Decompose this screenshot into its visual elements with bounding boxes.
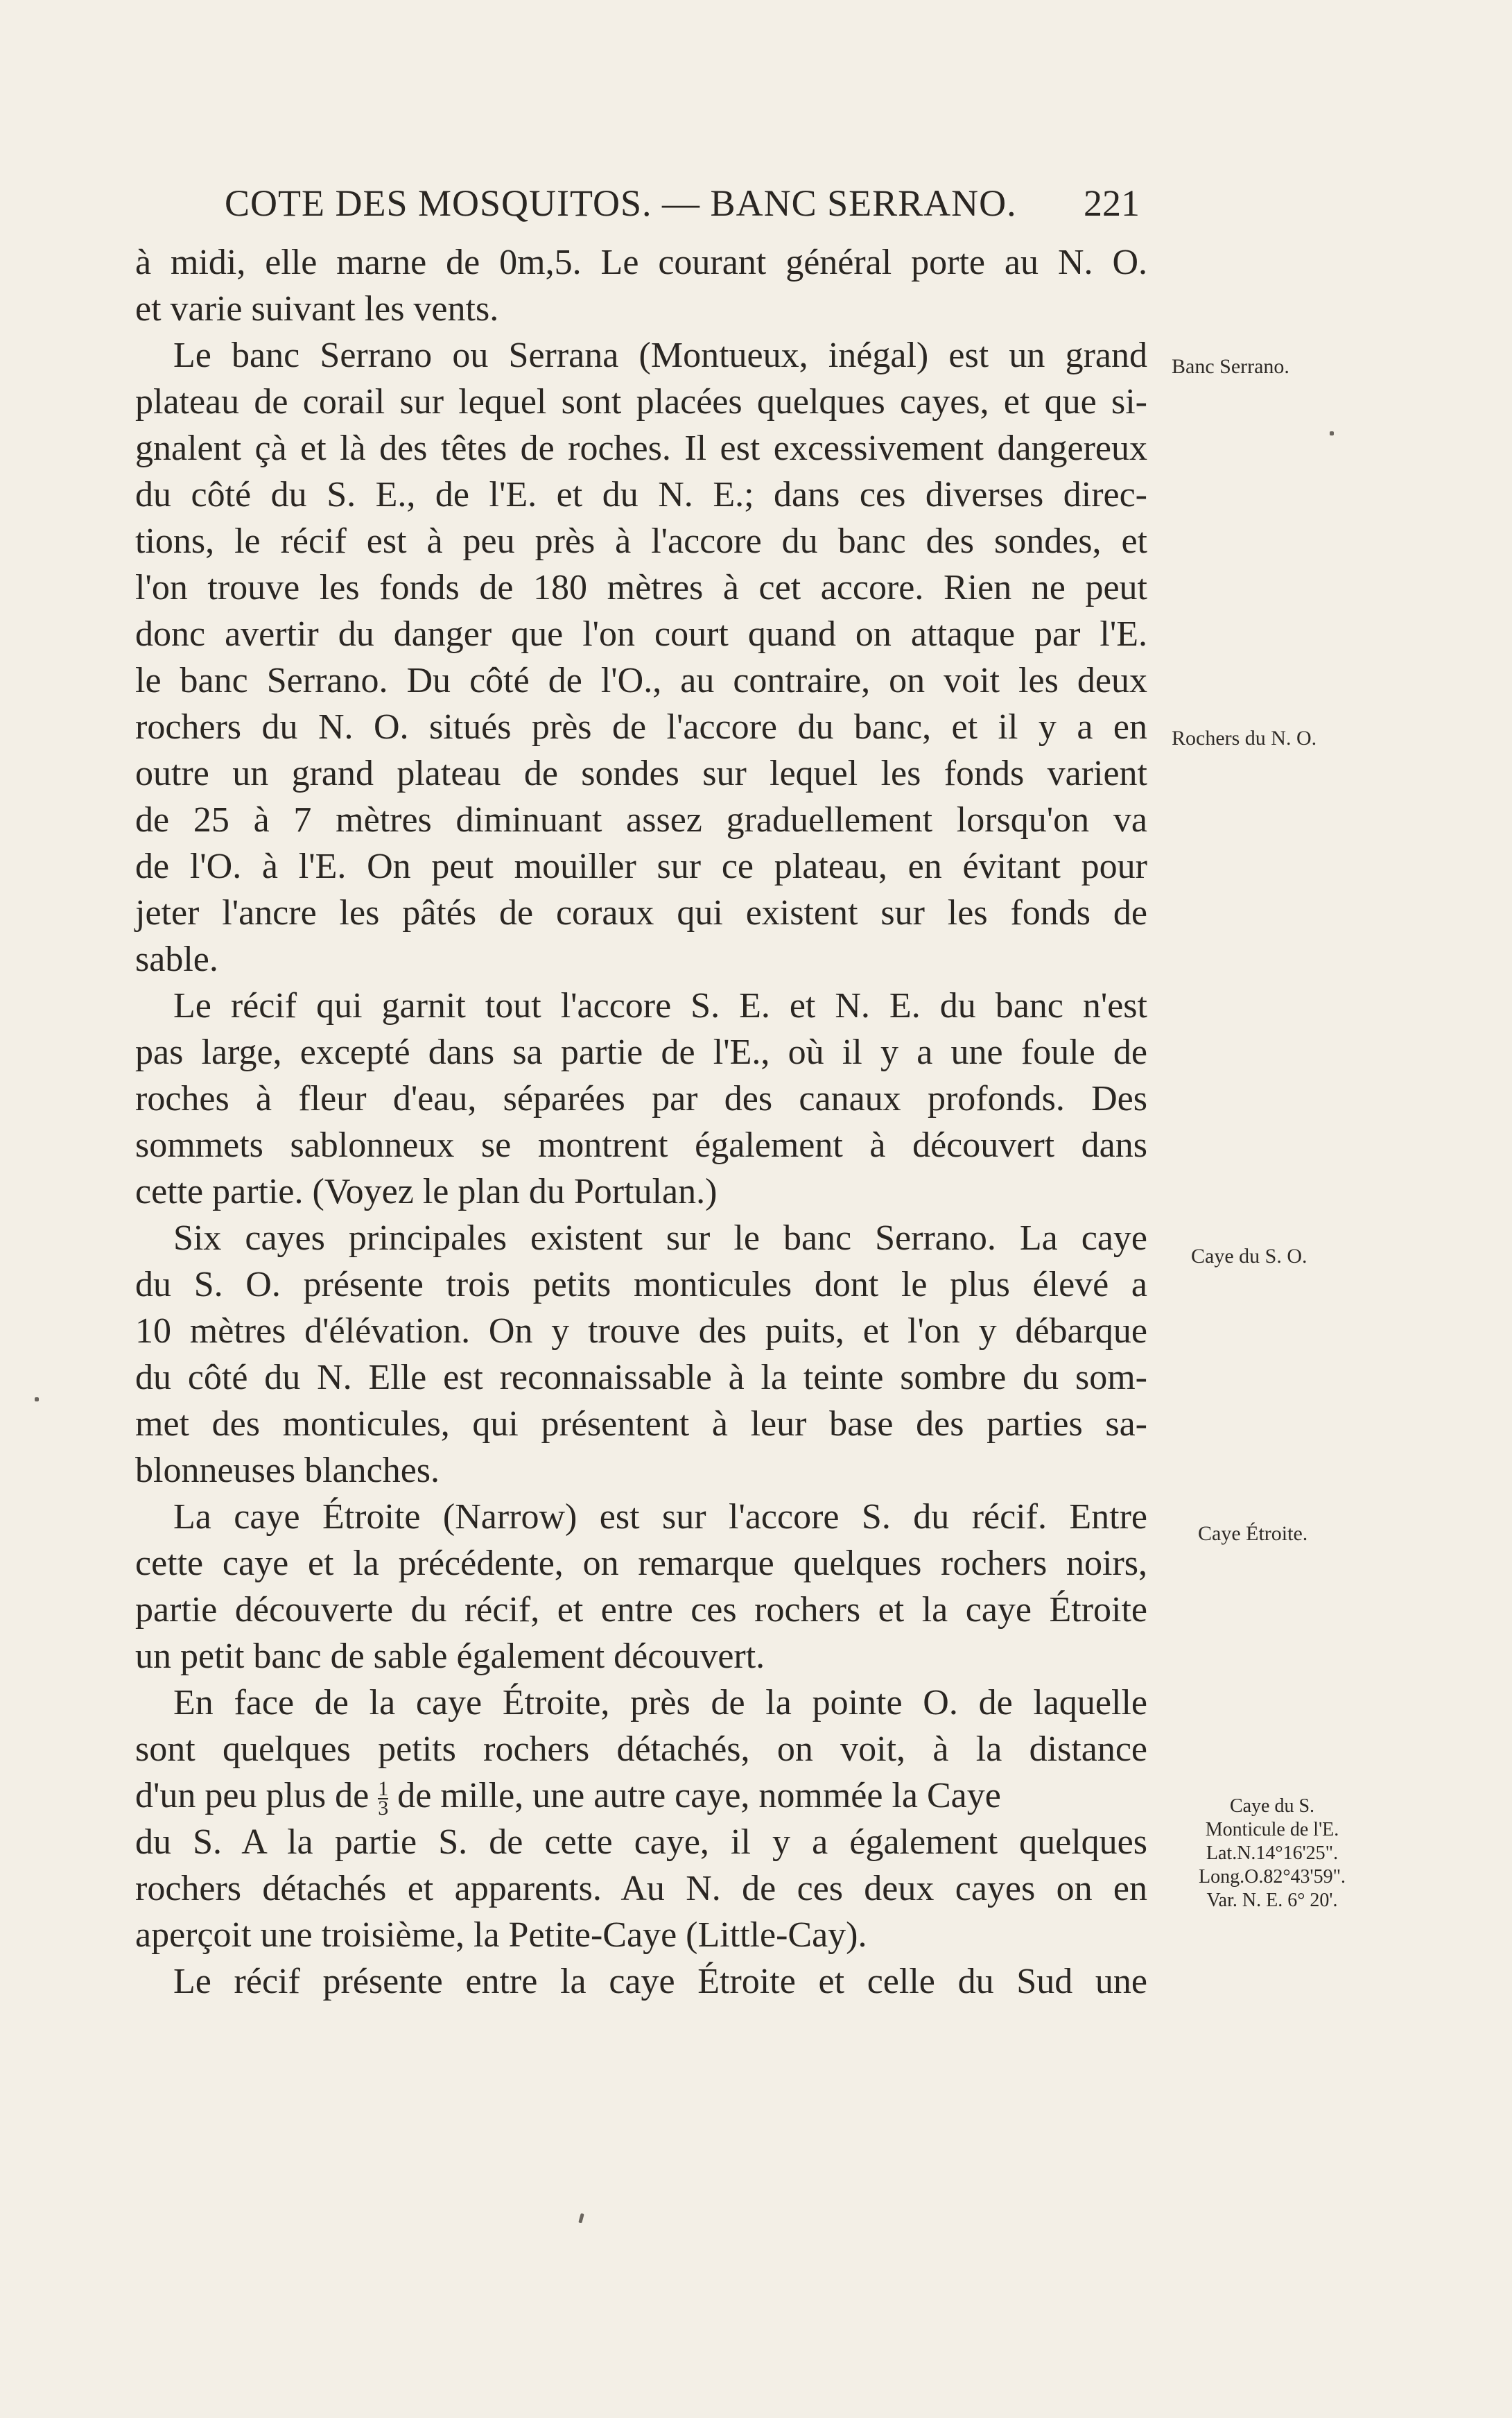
margin-note-rochers: Rochers du N. O. (1172, 727, 1317, 750)
text-line: et varie suivant les vents. (135, 289, 499, 329)
text-line: de l'O. à l'E. On peut mouiller sur ce plateau, en évitant pour (135, 847, 1147, 886)
header-title: COTE DES MOSQUITOS. — BANC SERRANO. (225, 182, 1017, 224)
paper-speck (578, 2213, 584, 2224)
text-line: En face de la caye Étroite, près de la pointe O. de laquelle (173, 1683, 1147, 1722)
text-line: rochers détachés et apparents. Au N. de ces deux cayes on en (135, 1869, 1147, 1908)
text-line: du S. O. présente trois petits monticules dont le plus élevé a (135, 1265, 1147, 1304)
margin-note-caye-so: Caye du S. O. (1191, 1245, 1307, 1268)
text-line: du S. A la partie S. de cette caye, il y a également quelques (135, 1822, 1147, 1862)
text-line: plateau de corail sur lequel sont placées quelques cayes, et que si- (135, 382, 1147, 422)
fraction-numerator: 1 (378, 1777, 389, 1801)
text-line: tions, le récif est à peu près à l'accore du banc des sondes, et (135, 521, 1147, 561)
paper-speck (1330, 431, 1334, 435)
text-line: partie découverte du récif, et entre ces rochers et la caye Étroite (135, 1590, 1147, 1630)
text-fragment: de mille, une autre caye, nommée la Caye (397, 1776, 1001, 1815)
text-fragment: d'un peu plus de (135, 1776, 370, 1815)
margin-line: Monticule de l'E. (1205, 1819, 1339, 1840)
text-line: La caye Étroite (Narrow) est sur l'accore S. du récif. Entre (173, 1497, 1147, 1537)
text-line: donc avertir du danger que l'on court quand on attaque par l'E. (135, 614, 1147, 654)
margin-line: Caye du S. (1229, 1795, 1315, 1817)
text-line: blonneuses blanches. (135, 1451, 440, 1490)
text-line: roches à fleur d'eau, séparées par des canaux profonds. Des (135, 1079, 1147, 1119)
fraction (378, 1777, 389, 1820)
text-line: à midi, elle marne de 0m,5. Le courant général porte au N. O. (135, 243, 1147, 282)
text-line: jeter l'ancre les pâtés de coraux qui existent sur les fonds de (135, 893, 1147, 933)
text-line: Le récif qui garnit tout l'accore S. E. et N. E. du banc n'est (173, 986, 1147, 1026)
text-line: de 25 à 7 mètres diminuant assez graduellement lorsqu'on va (135, 800, 1147, 840)
text-line: 10 mètres d'élévation. On y trouve des puits, et l'on y débarque (135, 1311, 1147, 1351)
page-number: 221 (1084, 182, 1140, 224)
paper-speck (35, 1397, 39, 1401)
margin-line: Var. N. E. 6° 20'. (1206, 1890, 1338, 1911)
text-line: met des monticules, qui présentent à leur base des parties sa- (135, 1404, 1147, 1444)
margin-note-banc-serrano: Banc Serrano. (1172, 355, 1289, 378)
text-line: l'on trouve les fonds de 180 mètres à cet accore. Rien ne peut (135, 568, 1147, 607)
margin-note-caye-etroite: Caye Étroite. (1198, 1522, 1308, 1545)
text-line: Six cayes principales existent sur le banc Serrano. La caye (173, 1218, 1147, 1258)
margin-line: Long.O.82°43'59". (1199, 1866, 1346, 1888)
text-line: cette caye et la précédente, on remarque quelques rochers noirs, (135, 1544, 1147, 1583)
text-line: Le banc Serrano ou Serrana (Montueux, inégal) est un grand (173, 336, 1147, 375)
text-line: aperçoit une troisième, la Petite-Caye (Little-Cay). (135, 1915, 867, 1955)
text-line: cette partie. (Voyez le plan du Portulan.) (135, 1172, 718, 1211)
text-line: rochers du N. O. situés près de l'accore du banc, et il y a en (135, 707, 1147, 747)
text-line: sommets sablonneux se montrent également à découvert dans (135, 1125, 1147, 1165)
running-header (225, 182, 1140, 237)
text-line: pas large, excepté dans sa partie de l'E., où il y a une foule de (135, 1033, 1147, 1072)
text-line: outre un grand plateau de sondes sur lequel les fonds varient (135, 754, 1147, 793)
text-line: le banc Serrano. Du côté de l'O., au contraire, on voit les deux (135, 661, 1147, 700)
text-line: sable. (135, 940, 218, 979)
text-line: gnalent çà et là des têtes de roches. Il est excessivement dangereux (135, 429, 1147, 468)
margin-line: Lat.N.14°16'25". (1206, 1842, 1339, 1864)
text-line: du côté du S. E., de l'E. et du N. E.; dans ces diverses direc- (135, 475, 1147, 515)
margin-note-caye-s (1168, 1795, 1376, 1912)
text-line: Le récif présente entre la caye Étroite et celle du Sud une (173, 1962, 1147, 2001)
text-line: sont quelques petits rochers détachés, on voit, à la distance (135, 1729, 1147, 1769)
text-line: un petit banc de sable également découvert. (135, 1637, 765, 1676)
text-line-with-fraction (135, 1772, 1147, 1819)
fraction-denominator: 3 (378, 1797, 389, 1820)
text-line: du côté du N. Elle est reconnaissable à la teinte sombre du som- (135, 1358, 1147, 1397)
